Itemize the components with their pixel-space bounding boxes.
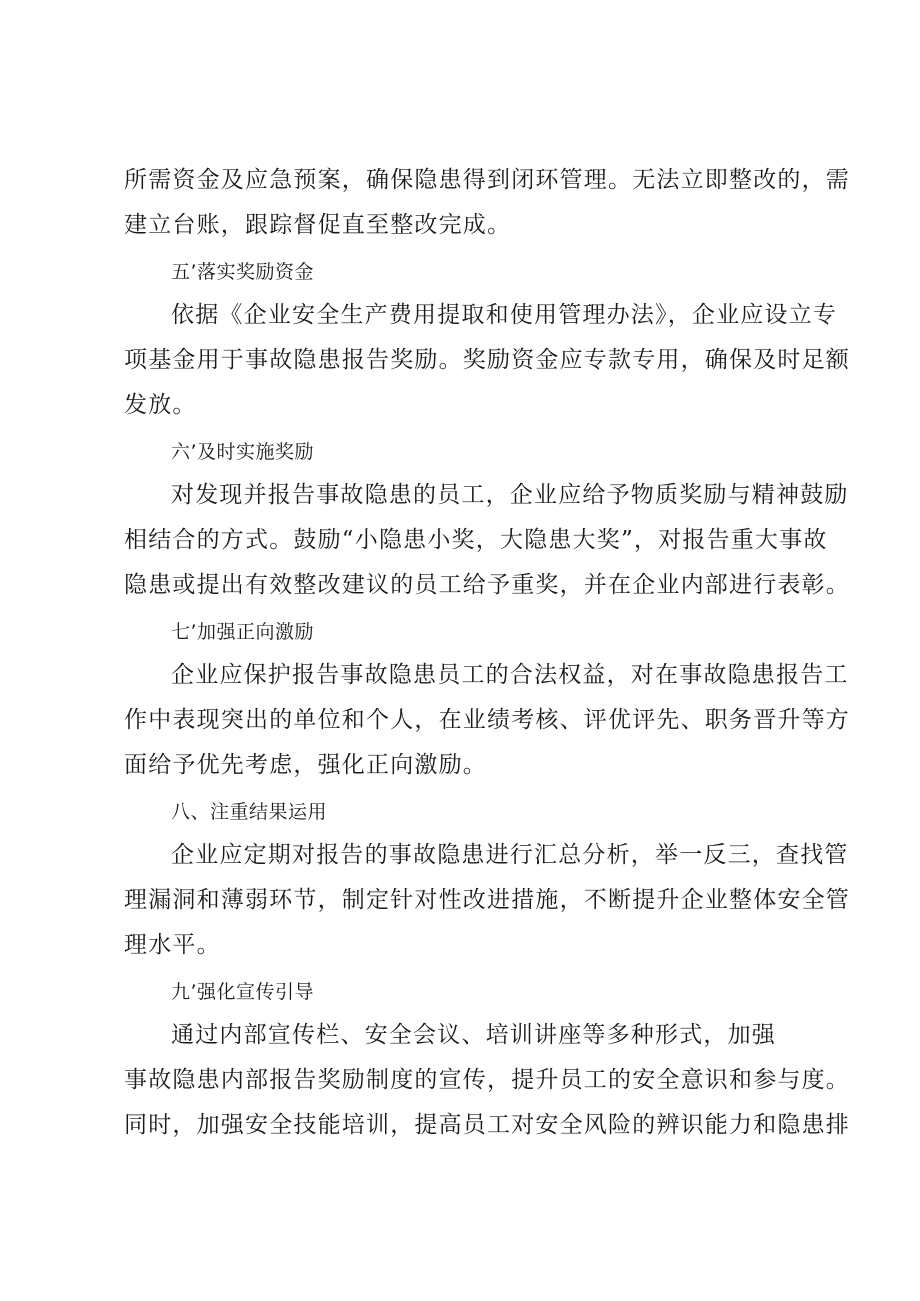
paragraph-line: 面给予优先考虑，强化正向激励。 [124, 752, 487, 778]
paragraph-line: 作中表现突出的单位和个人，在业绩考核、评优评先、职务晋升等方 [124, 707, 850, 733]
section-heading-9: 九’强化宣传引导 [171, 981, 315, 1003]
paragraph-line: 企业应保护报告事故隐患员工的合法权益，对在事故隐患报告工 [171, 662, 849, 688]
paragraph-line: 通过内部宣传栏、安全会议、培训讲座等多种形式，加强 [171, 1022, 776, 1048]
paragraph-line: 依据《企业安全生产费用提取和使用管理办法》，企业应设立专 [171, 302, 838, 328]
section-heading-7: 七’加强正向激励 [171, 621, 315, 643]
section-heading-6: 六’及时实施奖励 [171, 441, 315, 463]
paragraph-line: 对发现并报告事故隐患的员工，企业应给予物质奖励与精神鼓励 [171, 482, 849, 508]
section-heading-5: 五’落实奖励资金 [171, 261, 315, 283]
paragraph-line: 理水平。 [124, 932, 221, 958]
paragraph-line: 发放。 [124, 392, 197, 418]
paragraph-line: 所需资金及应急预案，确保隐患得到闭环管理。无法立即整改的，需 [124, 167, 850, 193]
paragraph-line: 同时，加强安全技能培训，提高员工对安全风险的辨识能力和隐患排 [124, 1112, 850, 1138]
paragraph-line: 理漏洞和薄弱环节，制定针对性改进措施，不断提升企业整体安全管 [124, 887, 850, 913]
paragraph-line: 建立台账，跟踪督促直至整改完成。 [124, 212, 512, 238]
paragraph-line: 事故隐患内部报告奖励制度的宣传，提升员工的安全意识和参与度。 [124, 1067, 850, 1093]
paragraph-line: 相结合的方式。鼓励“小隐患小奖，大隐患大奖”，对报告重大事故 [124, 527, 828, 553]
paragraph-line: 企业应定期对报告的事故隐患进行汇总分析，举一反三，查找管 [171, 842, 849, 868]
paragraph-line: 项基金用于事故隐患报告奖励。奖励资金应专款专用，确保及时足额 [124, 347, 850, 373]
paragraph-line: 隐患或提出有效整改建议的员工给予重奖，并在企业内部进行表彰。 [124, 572, 850, 598]
section-heading-8: 八、注重结果运用 [171, 801, 328, 823]
